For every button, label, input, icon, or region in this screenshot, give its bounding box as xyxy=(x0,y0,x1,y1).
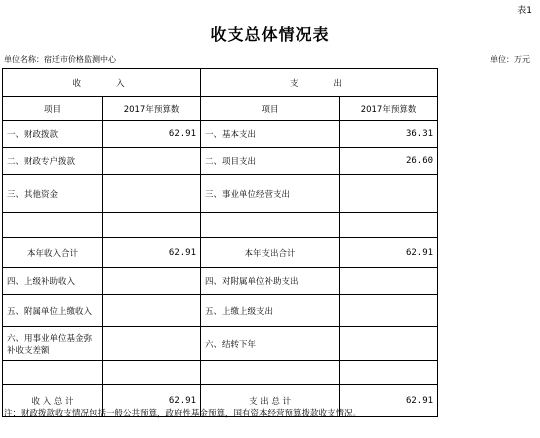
table-row xyxy=(3,148,438,175)
expense-subtotal-label: 本年支出合计 xyxy=(201,238,340,268)
income-value xyxy=(103,327,201,361)
income-subtotal-label: 本年收入合计 xyxy=(3,238,103,268)
income-value: 62.91 xyxy=(103,121,201,148)
table-row xyxy=(3,361,438,385)
income-item xyxy=(3,213,103,238)
expense-total-value: 62.91 xyxy=(340,385,438,417)
income-total-value: 62.91 xyxy=(103,385,201,417)
income-subtotal-value: 62.91 xyxy=(103,238,201,268)
expense-value xyxy=(340,175,438,213)
unit-name: 单位名称：宿迁市价格监测中心 xyxy=(4,55,116,64)
table-row xyxy=(3,295,438,327)
income-item: 五、附属单位上缴收入 xyxy=(3,295,103,327)
expense-budget-header: 2017年预算数 xyxy=(340,97,438,121)
currency-unit: 单位：万元 xyxy=(490,55,530,64)
expense-header: 支 出 xyxy=(201,69,438,97)
expense-item: 一、基本支出 xyxy=(201,121,340,148)
income-item: 二、财政专户拨款 xyxy=(3,148,103,175)
income-item: 四、上级补助收入 xyxy=(3,268,103,295)
expense-value xyxy=(340,268,438,295)
expense-value xyxy=(340,361,438,385)
table-row xyxy=(3,121,438,148)
expense-subtotal-value: 62.91 xyxy=(340,238,438,268)
income-value xyxy=(103,148,201,175)
expense-item xyxy=(201,213,340,238)
expense-value: 36.31 xyxy=(340,121,438,148)
income-value xyxy=(103,361,201,385)
expense-value xyxy=(340,213,438,238)
table-row xyxy=(3,175,438,213)
column-header-row xyxy=(3,97,438,121)
income-value xyxy=(103,295,201,327)
income-header: 收 入 xyxy=(3,69,201,97)
page-title: 收支总体情况表 xyxy=(210,25,330,44)
income-value xyxy=(103,268,201,295)
expense-item xyxy=(201,361,340,385)
subtotal-row xyxy=(3,238,438,268)
income-value xyxy=(103,175,201,213)
table-row xyxy=(3,213,438,238)
expense-item: 二、项目支出 xyxy=(201,148,340,175)
section-header-row xyxy=(3,69,438,97)
expense-item: 六、结转下年 xyxy=(201,327,340,361)
expense-value xyxy=(340,295,438,327)
table-number: 表1 xyxy=(517,6,532,16)
expense-item-header: 项目 xyxy=(201,97,340,121)
expense-item: 五、上缴上级支出 xyxy=(201,295,340,327)
expense-item: 三、事业单位经营支出 xyxy=(201,175,340,213)
expense-value xyxy=(340,327,438,361)
table-row xyxy=(3,268,438,295)
expense-value: 26.60 xyxy=(340,148,438,175)
income-total-label: 收 入 总 计 xyxy=(3,385,103,417)
income-budget-header: 2017年预算数 xyxy=(103,97,201,121)
income-value xyxy=(103,213,201,238)
table-row xyxy=(3,327,438,361)
income-expense-table xyxy=(2,68,438,417)
expense-item: 四、对附属单位补助支出 xyxy=(201,268,340,295)
income-item: 三、其他资金 xyxy=(3,175,103,213)
expense-total-label: 支 出 总 计 xyxy=(201,385,340,417)
income-item xyxy=(3,361,103,385)
income-item: 六、用事业单位基金弥补收支差额 xyxy=(3,327,103,361)
footnote: 注：财政拨款收支情况包括一般公共预算，政府性基金预算，国有资本经营预算拨款收支情况。 xyxy=(4,409,362,419)
income-item: 一、财政拨款 xyxy=(3,121,103,148)
income-item-header: 项目 xyxy=(3,97,103,121)
